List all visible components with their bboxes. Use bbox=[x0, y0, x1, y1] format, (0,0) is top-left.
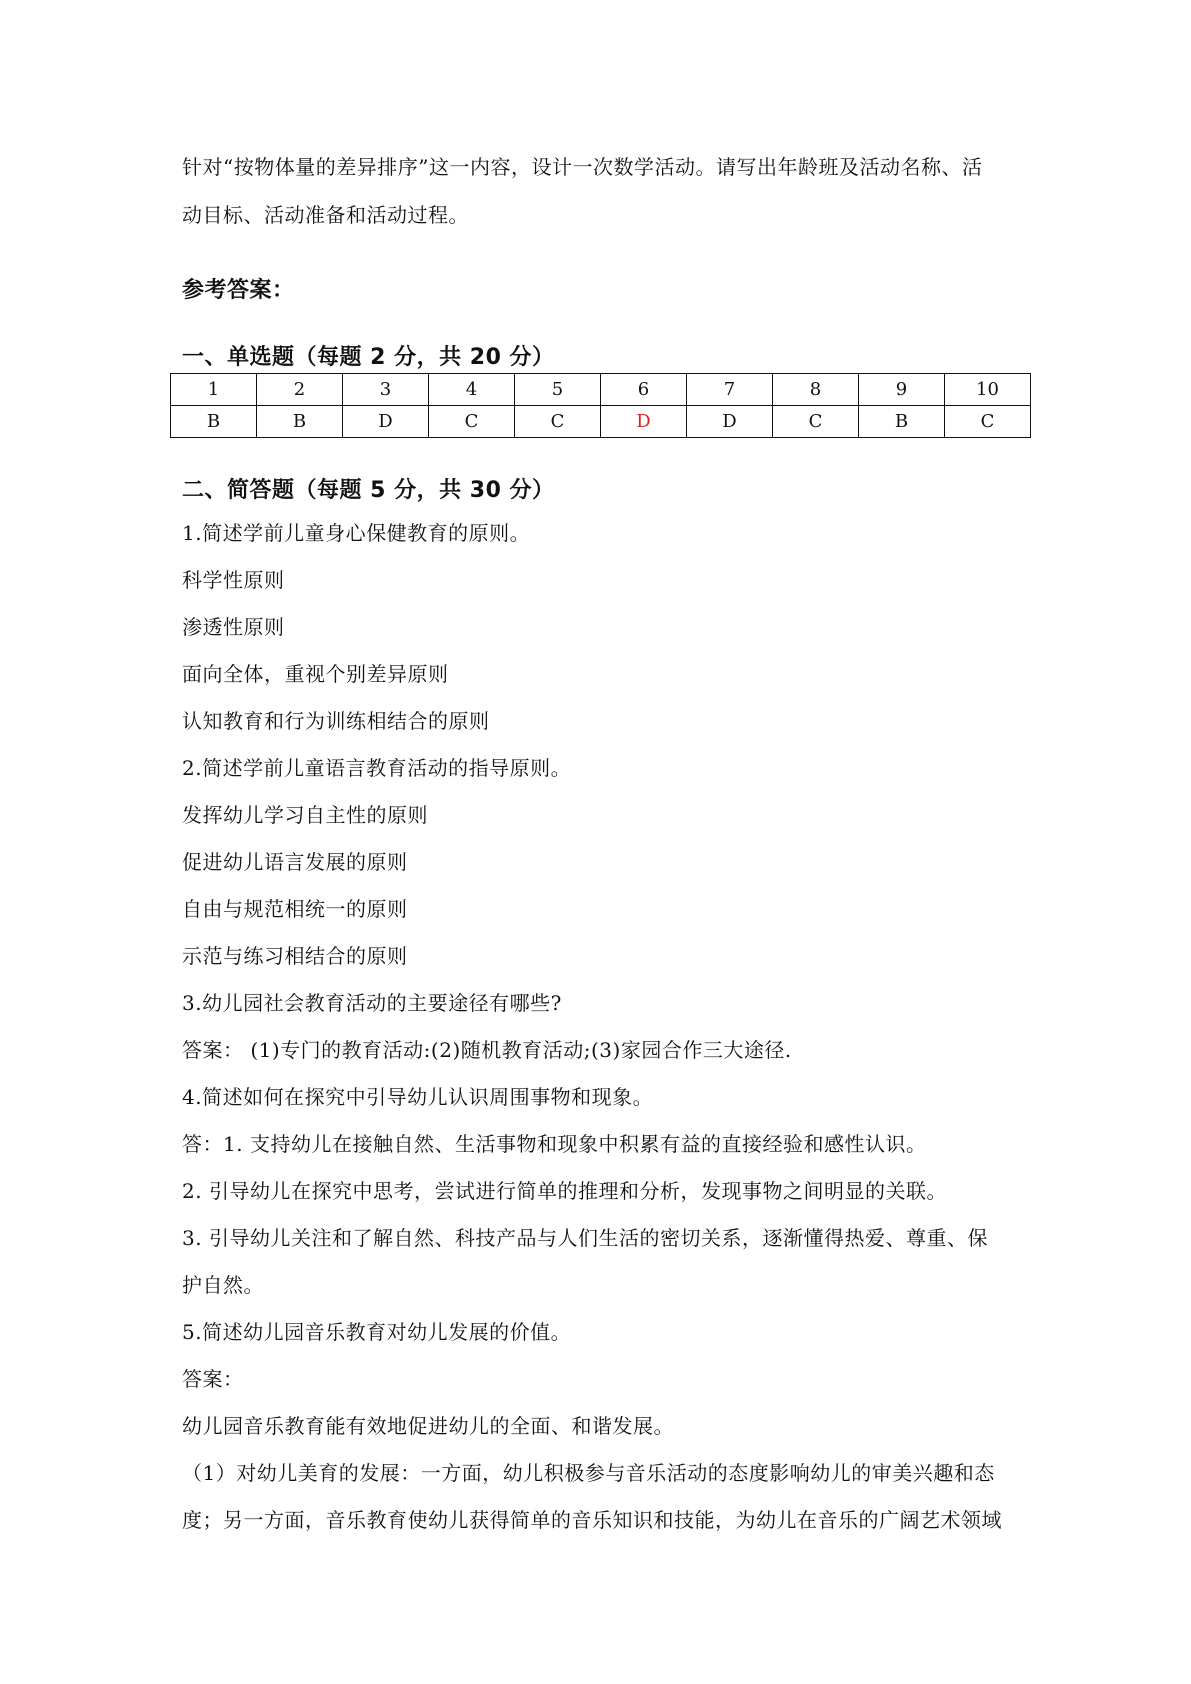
s2-line: 答案： bbox=[182, 1367, 244, 1391]
s2-line: 2. 引导幼儿在探究中思考，尝试进行简单的推理和分析，发现事物之间明显的关联。 bbox=[182, 1179, 947, 1203]
question-number-cell: 6 bbox=[601, 374, 687, 406]
s2-line: 科学性原则 bbox=[182, 568, 285, 592]
question-number-cell: 9 bbox=[859, 374, 945, 406]
answer-table-number-row bbox=[171, 374, 1031, 406]
answer-cell: B bbox=[859, 406, 945, 438]
answer-cell: C bbox=[773, 406, 859, 438]
answer-cell: C bbox=[429, 406, 515, 438]
s2-q1-title: 1.简述学前儿童身心保健教育的原则。 bbox=[182, 521, 531, 545]
s2-line: 度；另一方面，音乐教育使幼儿获得简单的音乐知识和技能，为幼儿在音乐的广阔艺术领域 bbox=[182, 1508, 1002, 1532]
question-number-cell: 4 bbox=[429, 374, 515, 406]
section1-title: 一、单选题（每题 2 分，共 20 分） bbox=[182, 345, 555, 370]
s2-line: 面向全体，重视个别差异原则 bbox=[182, 662, 449, 686]
answer-cell: B bbox=[171, 406, 257, 438]
s2-line: 答：1. 支持幼儿在接触自然、生活事物和现象中积累有益的直接经验和感性认识。 bbox=[182, 1132, 927, 1156]
answer-cell: D bbox=[687, 406, 773, 438]
question-number-cell: 2 bbox=[257, 374, 343, 406]
s2-line: 认知教育和行为训练相结合的原则 bbox=[182, 709, 490, 733]
s2-line: 护自然。 bbox=[182, 1273, 264, 1297]
s2-line: 发挥幼儿学习自主性的原则 bbox=[182, 803, 428, 827]
question-number-cell: 8 bbox=[773, 374, 859, 406]
s2-line: 渗透性原则 bbox=[182, 615, 285, 639]
s2-line: 促进幼儿语言发展的原则 bbox=[182, 850, 408, 874]
s2-line: 3. 引导幼儿关注和了解自然、科技产品与人们生活的密切关系，逐渐懂得热爱、尊重、保 bbox=[182, 1226, 988, 1250]
s2-line: 答案： (1)专门的教育活动:(2)随机教育活动;(3)家园合作三大途径. bbox=[182, 1038, 792, 1062]
s2-line: 自由与规范相统一的原则 bbox=[182, 897, 408, 921]
answer-cell-highlighted: D bbox=[601, 406, 687, 438]
s2-q3-title: 3.幼儿园社会教育活动的主要途径有哪些? bbox=[182, 991, 562, 1015]
s2-q5-title: 5.简述幼儿园音乐教育对幼儿发展的价值。 bbox=[182, 1320, 572, 1344]
question-number-cell: 5 bbox=[515, 374, 601, 406]
question-number-cell: 3 bbox=[343, 374, 429, 406]
s2-line: （1）对幼儿美育的发展：一方面，幼儿积极参与音乐活动的态度影响幼儿的审美兴趣和态 bbox=[182, 1461, 995, 1485]
question-line-1: 针对“按物体量的差异排序”这一内容，设计一次数学活动。请写出年龄班及活动名称、活 bbox=[182, 155, 983, 179]
question-number-cell: 1 bbox=[171, 374, 257, 406]
answer-table-answer-row bbox=[171, 406, 1031, 438]
answer-table bbox=[170, 373, 1031, 438]
s2-q4-title: 4.简述如何在探究中引导幼儿认识周围事物和现象。 bbox=[182, 1085, 654, 1109]
answer-heading: 参考答案： bbox=[182, 278, 295, 303]
answer-cell: C bbox=[515, 406, 601, 438]
answer-cell: C bbox=[945, 406, 1031, 438]
question-number-cell: 10 bbox=[945, 374, 1031, 406]
question-number-cell: 7 bbox=[687, 374, 773, 406]
question-line-2: 动目标、活动准备和活动过程。 bbox=[182, 203, 469, 227]
s2-line: 示范与练习相结合的原则 bbox=[182, 944, 408, 968]
answer-cell: D bbox=[343, 406, 429, 438]
s2-line: 幼儿园音乐教育能有效地促进幼儿的全面、和谐发展。 bbox=[182, 1414, 674, 1438]
answer-cell: B bbox=[257, 406, 343, 438]
s2-q2-title: 2.简述学前儿童语言教育活动的指导原则。 bbox=[182, 756, 572, 780]
section2-title: 二、简答题（每题 5 分，共 30 分） bbox=[182, 478, 555, 503]
